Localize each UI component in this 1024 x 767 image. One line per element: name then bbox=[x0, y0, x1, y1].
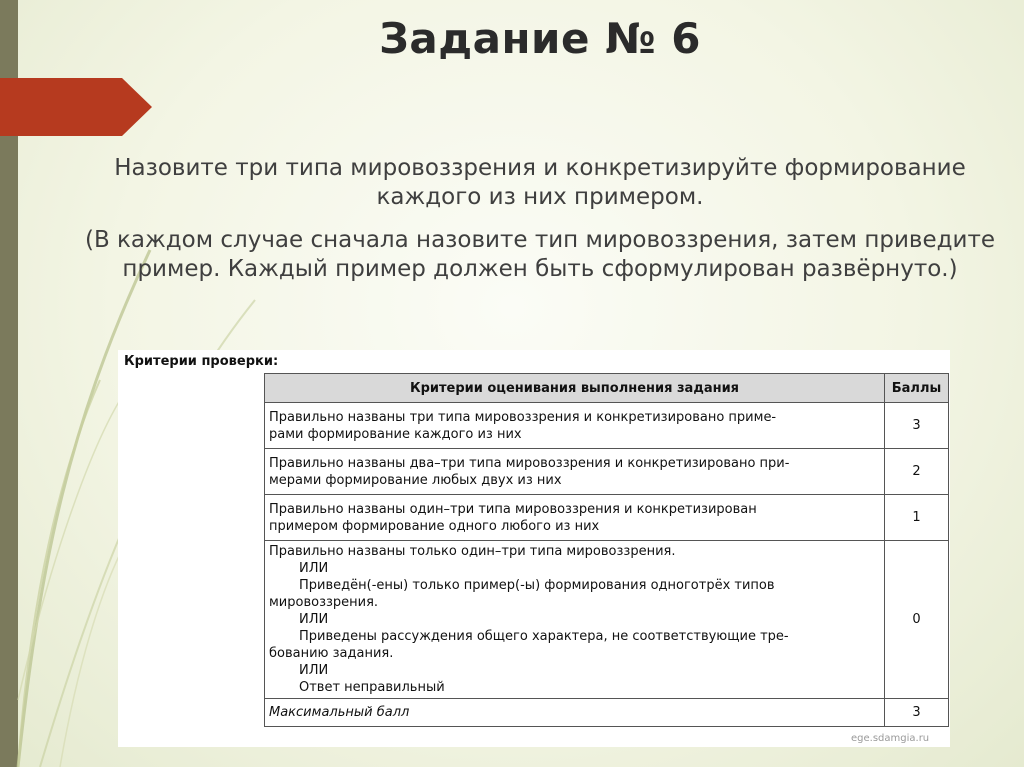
max-score-label: Максимальный балл bbox=[265, 699, 885, 727]
criteria-cell bbox=[265, 403, 885, 449]
or-separator: ИЛИ bbox=[299, 663, 329, 678]
score-cell: 0 bbox=[885, 541, 949, 699]
table-row bbox=[265, 495, 949, 541]
header-criteria: Критерии оценивания выполнения задания bbox=[265, 374, 885, 403]
question-hint: (В каждом случае сначала назовите тип мировоззрения, затем приведите пример. Каждый пример должен быть сформулирован развёрнуто.) bbox=[84, 227, 996, 282]
score-cell: 1 bbox=[885, 495, 949, 541]
criteria-line: Правильно названы только один–три типа мировоззрения. bbox=[269, 544, 676, 559]
criteria-line: бованию задания. bbox=[269, 646, 394, 661]
max-score-value: 3 bbox=[885, 699, 949, 727]
criteria-table bbox=[264, 373, 949, 727]
criteria-line: примером формирование одного любого из них bbox=[269, 518, 600, 534]
score-cell: 2 bbox=[885, 449, 949, 495]
criteria-line: Правильно названы два–три типа мировоззрения и конкретизировано при- bbox=[269, 455, 790, 471]
title-arrow-accent bbox=[0, 78, 152, 136]
criteria-heading: Критерии проверки: bbox=[124, 354, 279, 369]
score-cell: 3 bbox=[885, 403, 949, 449]
criteria-line: Приведены рассуждения общего характера, не соответствующие тре- bbox=[299, 629, 789, 644]
slide-title: Задание № 6 bbox=[379, 14, 701, 63]
table-row bbox=[265, 449, 949, 495]
source-watermark: ege.sdamgia.ru bbox=[851, 733, 930, 744]
max-score-row bbox=[265, 699, 949, 727]
criteria-cell bbox=[265, 541, 885, 699]
table-header-row bbox=[265, 374, 949, 403]
criteria-line: Приведён(-ены) только пример(-ы) формирования одноготрёх типов bbox=[299, 578, 775, 593]
criteria-cell bbox=[265, 449, 885, 495]
criteria-line: мировоззрения. bbox=[269, 595, 379, 610]
criteria-cell bbox=[265, 495, 885, 541]
table-row bbox=[265, 403, 949, 449]
criteria-line: Правильно названы один–три типа мировоззрения и конкретизирован bbox=[269, 501, 757, 517]
criteria-line: Правильно названы три типа мировоззрения и конкретизировано приме- bbox=[269, 409, 777, 425]
question-text: Назовите три типа мировоззрения и конкретизируйте формирование каждого из них примером. bbox=[114, 155, 966, 210]
criteria-line: Ответ неправильный bbox=[299, 680, 445, 695]
criteria-line: мерами формирование любых двух из них bbox=[269, 472, 562, 488]
criteria-line: рами формирование каждого из них bbox=[269, 426, 522, 442]
or-separator: ИЛИ bbox=[299, 612, 329, 627]
or-separator: ИЛИ bbox=[299, 561, 329, 576]
table-row bbox=[265, 541, 949, 699]
header-score: Баллы bbox=[885, 374, 949, 403]
